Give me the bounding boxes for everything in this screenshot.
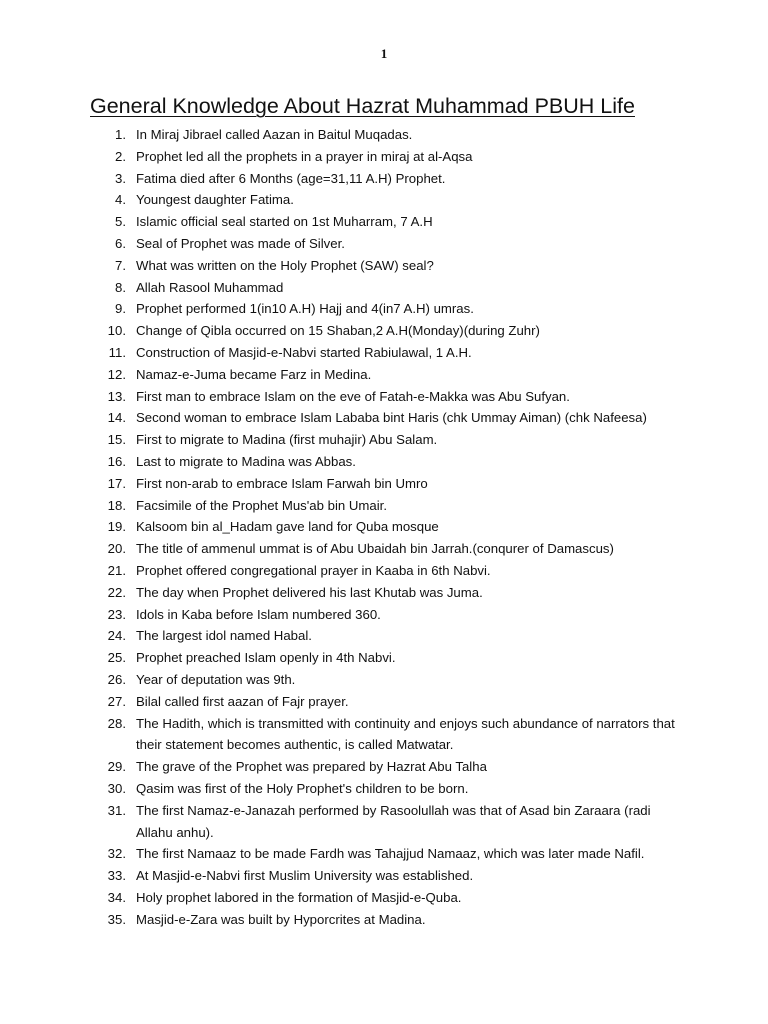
- list-item-number: 12.: [107, 366, 126, 382]
- list-item-text: Namaz-e-Juma became Farz in Medina.: [136, 366, 372, 382]
- list-item-text: Allah Rasool Muhammad: [136, 279, 284, 295]
- list-item-text: The first Namaz-e-Janazah performed by Rasoolullah was that of Asad bin Zaraara (radi Allahu anhu).: [136, 802, 651, 840]
- list-item: [0, 451, 768, 473]
- list-item: [0, 604, 768, 626]
- list-item-text: Youngest daughter Fatima.: [136, 192, 294, 208]
- facts-list: [0, 124, 768, 930]
- list-item-number: 5.: [115, 214, 126, 230]
- list-item-number: 14.: [107, 410, 126, 426]
- list-item: [0, 277, 768, 299]
- list-item-text: First non-arab to embrace Islam Farwah bin Umro: [136, 475, 428, 491]
- list-item-text: Fatima died after 6 Months (age=31,11 A.H) Prophet.: [136, 170, 446, 186]
- list-item-text: Idols in Kaba before Islam numbered 360.: [136, 606, 381, 622]
- list-item-text: Prophet offered congregational prayer in Kaaba in 6th Nabvi.: [136, 562, 491, 578]
- list-item-number: 19.: [107, 519, 126, 535]
- list-item-text: Construction of Masjid-e-Nabvi started Rabiulawal, 1 A.H.: [136, 344, 472, 360]
- list-item: [0, 691, 768, 713]
- list-item-number: 27.: [107, 693, 126, 709]
- list-item-text: Facsimile of the Prophet Mus'ab bin Umair.: [136, 497, 387, 513]
- list-item-text: What was written on the Holy Prophet (SAW) seal?: [136, 257, 434, 273]
- list-item: [0, 407, 768, 429]
- list-item-text: Holy prophet labored in the formation of Masjid-e-Quba.: [136, 889, 462, 905]
- list-item-number: 33.: [107, 868, 126, 884]
- list-item-text: First to migrate to Madina (first muhajir) Abu Salam.: [136, 432, 438, 448]
- list-item: [0, 560, 768, 582]
- list-item: [0, 582, 768, 604]
- list-item-text: The first Namaaz to be made Fardh was Tahajjud Namaaz, which was later made Nafil.: [136, 846, 645, 862]
- list-item: [0, 320, 768, 342]
- list-item-number: 32.: [107, 846, 126, 862]
- list-item: [0, 778, 768, 800]
- list-item-text: The day when Prophet delivered his last Khutab was Juma.: [136, 584, 483, 600]
- list-item-number: 31.: [107, 802, 126, 818]
- list-item: [0, 255, 768, 277]
- list-item-text: First man to embrace Islam on the eve of Fatah-e-Makka was Abu Sufyan.: [136, 388, 570, 404]
- list-item: [0, 625, 768, 647]
- list-item-number: 28.: [107, 715, 126, 731]
- list-item-number: 13.: [107, 388, 126, 404]
- list-item-text: Bilal called first aazan of Fajr prayer.: [136, 693, 349, 709]
- list-item: [0, 713, 768, 757]
- list-item: [0, 909, 768, 931]
- list-item: [0, 211, 768, 233]
- list-item-text: Qasim was first of the Holy Prophet's children to be born.: [136, 780, 469, 796]
- list-item: [0, 298, 768, 320]
- list-item-number: 2.: [115, 148, 126, 164]
- list-item-number: 26.: [107, 671, 126, 687]
- list-item-text: At Masjid-e-Nabvi first Muslim University was established.: [136, 868, 474, 884]
- list-item: [0, 756, 768, 778]
- list-item-text: The title of ammenul ummat is of Abu Ubaidah bin Jarrah.(conqurer of Damascus): [136, 541, 614, 557]
- list-item-text: The largest idol named Habal.: [136, 628, 312, 644]
- list-item: [0, 669, 768, 691]
- list-item: [0, 364, 768, 386]
- list-item-number: 7.: [115, 257, 126, 273]
- list-item: [0, 146, 768, 168]
- list-item-number: 20.: [107, 541, 126, 557]
- list-item-number: 16.: [107, 453, 126, 469]
- list-item-text: Islamic official seal started on 1st Muharram, 7 A.H: [136, 214, 433, 230]
- list-item: [0, 865, 768, 887]
- list-item-number: 4.: [115, 192, 126, 208]
- list-item-text: The grave of the Prophet was prepared by Hazrat Abu Talha: [136, 759, 487, 775]
- list-item: [0, 124, 768, 146]
- list-item-text: In Miraj Jibrael called Aazan in Baitul Muqadas.: [136, 127, 413, 142]
- list-item-number: 8.: [115, 279, 126, 295]
- page-number: 1: [380, 46, 388, 61]
- list-item: [0, 386, 768, 408]
- list-item-number: 3.: [115, 170, 126, 186]
- list-item-text: Prophet preached Islam openly in 4th Nabvi.: [136, 650, 396, 666]
- list-item-text: Masjid-e-Zara was built by Hyporcrites at Madina.: [136, 911, 426, 927]
- list-item: [0, 647, 768, 669]
- list-item: [0, 429, 768, 451]
- list-item-number: 30.: [107, 780, 126, 796]
- list-item-text: Prophet performed 1(in10 A.H) Hajj and 4(in7 A.H) umras.: [136, 301, 474, 317]
- list-item-number: 22.: [107, 584, 126, 600]
- list-item: [0, 800, 768, 844]
- list-item-text: Change of Qibla occurred on 15 Shaban,2 A.H(Monday)(during Zuhr): [136, 323, 540, 339]
- list-item-number: 1.: [115, 127, 126, 142]
- list-item-number: 35.: [107, 911, 126, 927]
- list-item-number: 15.: [107, 432, 126, 448]
- list-item-number: 21.: [107, 562, 126, 578]
- list-item-text: Seal of Prophet was made of Silver.: [136, 235, 345, 251]
- list-item-text: Second woman to embrace Islam Lababa bint Haris (chk Ummay Aiman) (chk Nafeesa): [136, 410, 647, 426]
- list-item-number: 10.: [107, 323, 126, 339]
- list-item-text: Kalsoom bin al_Hadam gave land for Quba mosque: [136, 519, 439, 535]
- list-item-number: 34.: [107, 889, 126, 905]
- list-item-text: Last to migrate to Madina was Abbas.: [136, 453, 356, 469]
- list-item-text: Prophet led all the prophets in a prayer in miraj at al-Aqsa: [136, 148, 473, 164]
- list-item-number: 17.: [107, 475, 126, 491]
- list-item-number: 18.: [107, 497, 126, 513]
- list-item: [0, 495, 768, 517]
- list-item: [0, 538, 768, 560]
- list-item: [0, 843, 768, 865]
- page-title: General Knowledge About Hazrat Muhammad PBUH Life: [90, 94, 635, 118]
- list-item-number: 29.: [107, 759, 126, 775]
- list-item-number: 23.: [107, 606, 126, 622]
- list-item-number: 9.: [115, 301, 126, 317]
- list-item: [0, 473, 768, 495]
- list-item-number: 25.: [107, 650, 126, 666]
- list-item-text: Year of deputation was 9th.: [136, 671, 296, 687]
- list-item: [0, 168, 768, 190]
- list-item: [0, 516, 768, 538]
- list-item-number: 11.: [108, 344, 126, 360]
- list-item-number: 6.: [115, 235, 126, 251]
- list-item: [0, 233, 768, 255]
- list-item: [0, 342, 768, 364]
- list-item-text: The Hadith, which is transmitted with continuity and enjoys such abundance of narrators that their statement becomes authentic, is called Matwatar.: [136, 715, 675, 753]
- list-item-number: 24.: [107, 628, 126, 644]
- list-item: [0, 887, 768, 909]
- list-item: [0, 189, 768, 211]
